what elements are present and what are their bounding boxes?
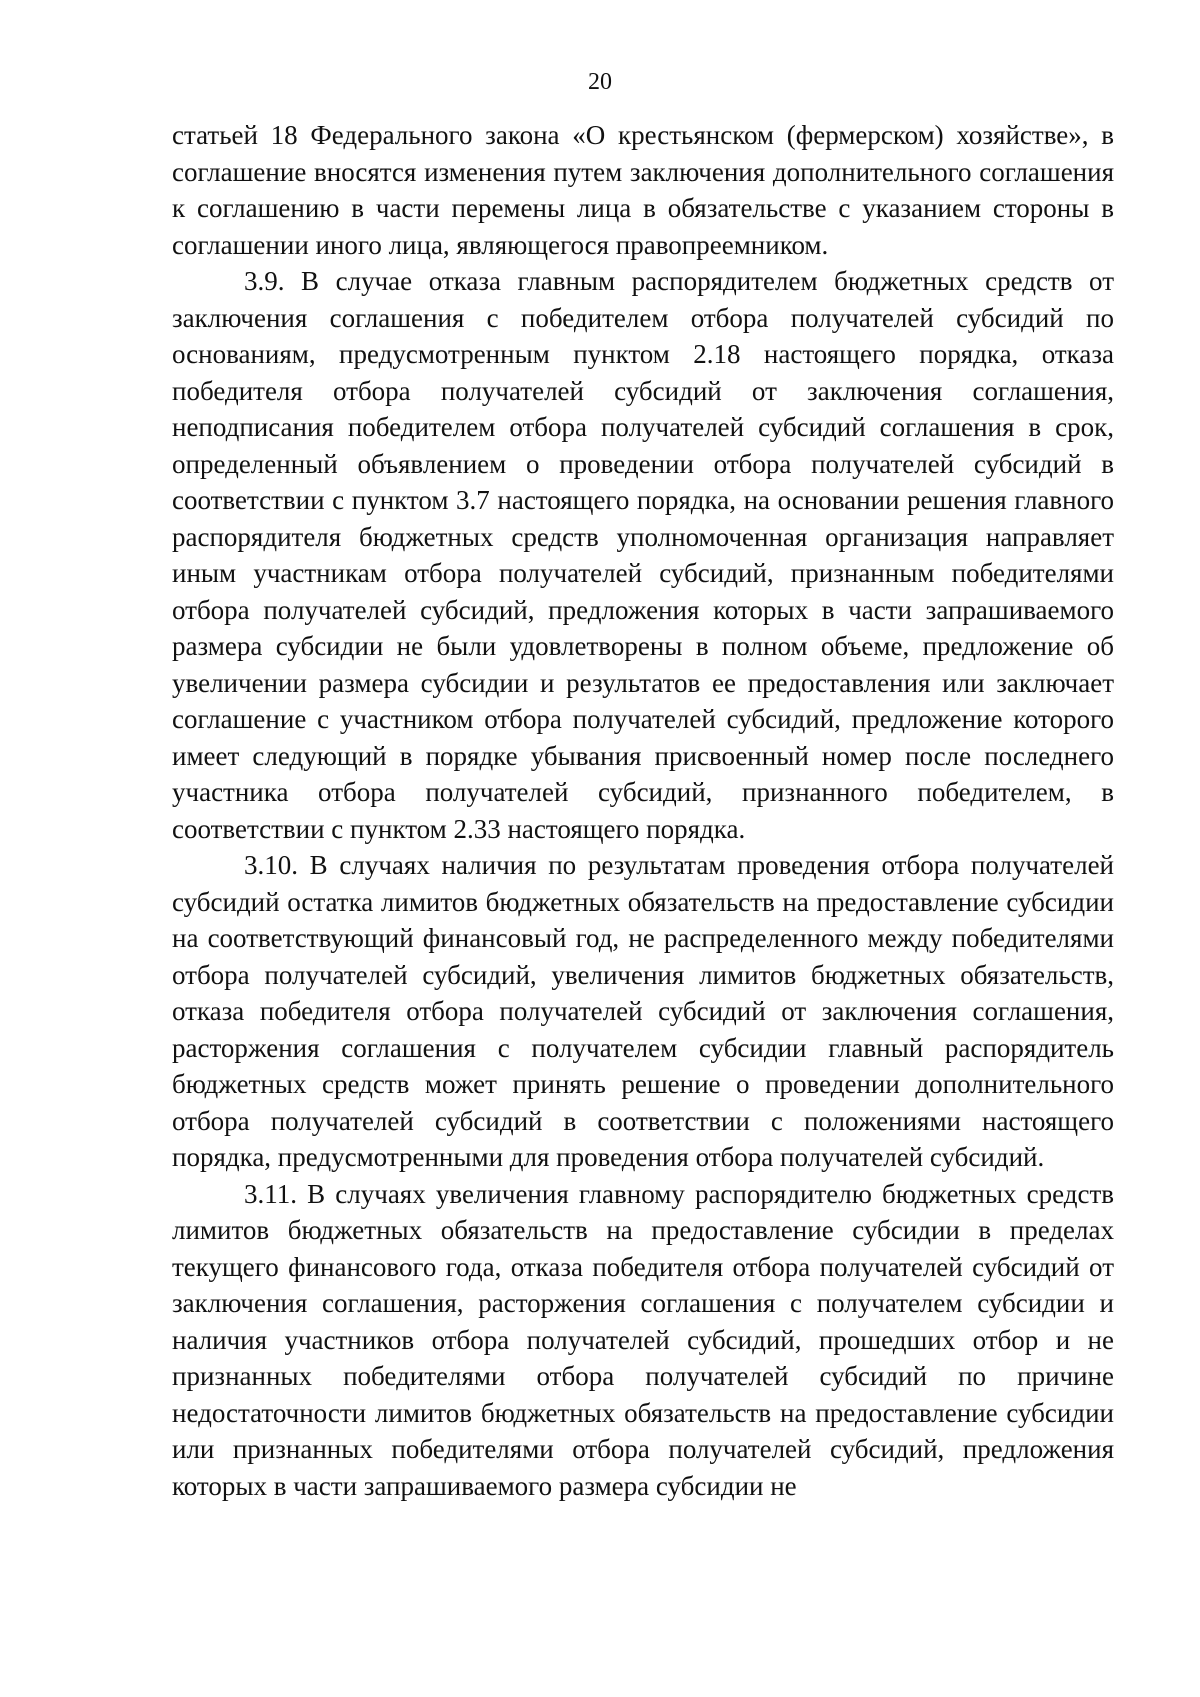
paragraph-3-9: 3.9. В случае отказа главным распорядителем бюджетных средств от заключения соглашения с победителем отбора получателей субсидий по основаниям, предусмотренным пунктом 2.18 настоящего порядка, отказа победителя отбора получателей субсидий от заключения соглашения, неподписания победителем отбора получателей субсидий соглашения в срок, определенный объявлением о проведении отбора получателей субсидий в соответствии с пунктом 3.7 настоящего порядка, на основании решения главного распорядителя бюджетных средств уполномоченная организация направляет иным участникам отбора получателей субсидий, признанным победителями отбора получателей субсидий, предложения которых в части запрашиваемого размера субсидии не были удовлетворены в полном объеме, предложение об увеличении размера субсидии и результатов ее предоставления или заключает соглашение с участником отбора получателей субсидий, предложение которого имеет следующий в порядке убывания присвоенный номер после последнего участника отбора получателей субсидий, признанного победителем, в соответствии с пунктом 2.33 настоящего порядка.: [172, 266, 1114, 844]
paragraph-continuation: статьей 18 Федерального закона «О крестьянском (фермерском) хозяйстве», в соглашение вносятся изменения путем заключения дополнительного соглашения к соглашению в части перемены лица в обязательстве с указанием стороны в соглашении иного лица, являющегося правопреемником.: [172, 120, 1114, 260]
page-number: 20: [588, 69, 612, 95]
document-body: [172, 117, 1114, 1504]
paragraph-3-11: 3.11. В случаях увеличения главному распорядителю бюджетных средств лимитов бюджетных обязательств на предоставление субсидии в пределах текущего финансового года, отказа победителя отбора получателей субсидий от заключения соглашения, расторжения соглашения с получателем субсидии и наличия участников отбора получателей субсидий, прошедших отбор и не признанных победителями отбора получателей субсидий по причине недостаточности лимитов бюджетных обязательств на предоставление субсидии или признанных победителями отбора получателей субсидий, предложения которых в части запрашиваемого размера субсидии не: [172, 1178, 1114, 1501]
paragraph-3-10: 3.10. В случаях наличия по результатам проведения отбора получателей субсидий остатка лимитов бюджетных обязательств на предоставление субсидии на соответствующий финансовый год, не распределенного между победителями отбора получателей субсидий, увеличения лимитов бюджетных обязательств, отказа победителя отбора получателей субсидий от заключения соглашения, расторжения соглашения с получателем субсидии главный распорядитель бюджетных средств может принять решение о проведении дополнительного отбора получателей субсидий в соответствии с положениями настоящего порядка, предусмотренными для проведения отбора получателей субсидий.: [172, 850, 1114, 1172]
